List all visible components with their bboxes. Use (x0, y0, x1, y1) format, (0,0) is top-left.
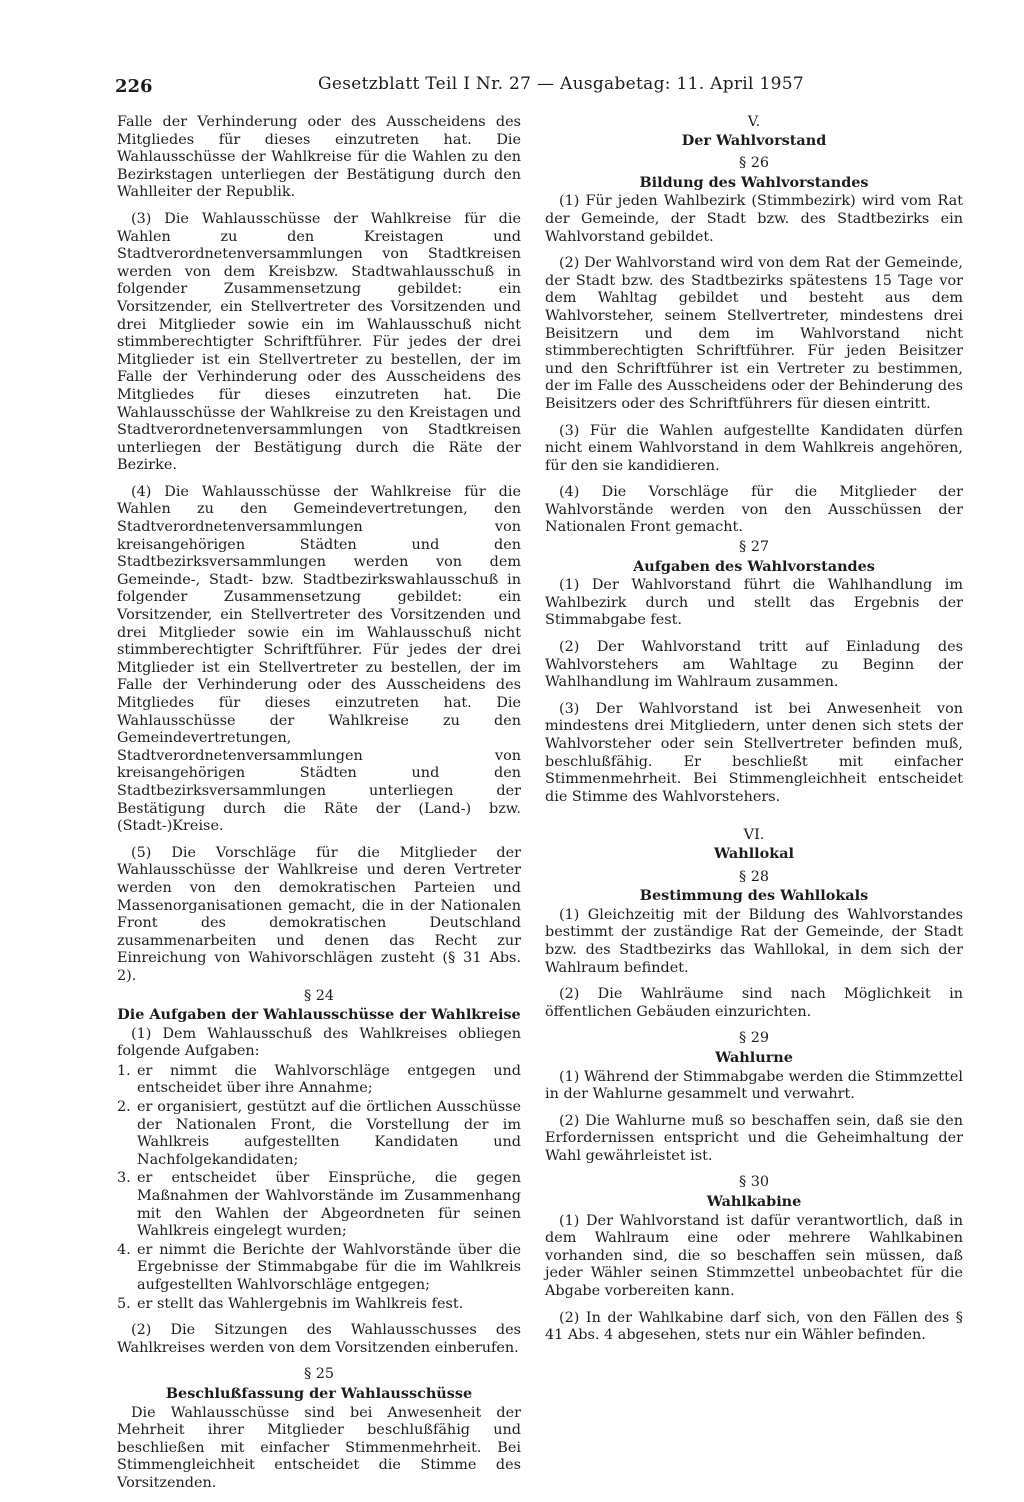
part-5-title: Der Wahlvorstand (681, 131, 827, 149)
part-6-number: VI. (743, 827, 765, 844)
section-29-title: Wahlurne (715, 1048, 793, 1066)
section-28-number: § 28 (738, 868, 770, 885)
section-29-paragraph-1: (1) Während der Stimmabgabe werden die Stimmzettel in der Wahlurne gesammelt und verwahrt. (545, 1068, 963, 1103)
section-28-paragraph-1: (1) Gleichzeitig mit der Bildung des Wahlvorstandes bestimmt der zuständige Rat der Gemeinde, der Stadt bzw. des Stadtbezirks das Wahllokal, in dem sich der Wahlraum befindet. (545, 906, 963, 976)
section-27-paragraph-3: (3) Der Wahlvorstand ist bei Anwesenheit von mindestens drei Mitgliedern, unter denen sich stets der Wahlvorsteher oder sein Stellvertreter befinden muß, beschlußfähig. Er beschließt mit einfacher Stimmenmehrheit. Bei Stimmengleichheit entscheidet die Stimme des Wahlvorstehers. (545, 700, 963, 805)
list-item: 1. er nimmt die Wahlvorschläge entgegen und entscheidet über ihre Annahme; (117, 1062, 521, 1097)
section-26-paragraph-3: (3) Für die Wahlen aufgestellte Kandidaten dürfen nicht einem Wahlvorstand in dem Wahlkreis angehören, für den sie kandidieren. (545, 422, 963, 474)
section-26-paragraph-1: (1) Für jeden Wahlbezirk (Stimmbezirk) wird vom Rat der Gemeinde, der Stadt bzw. des Stadtbezirks ein Wahlvorstand gebildet. (545, 193, 963, 245)
section-24-number: § 24 (303, 987, 335, 1004)
list-item: 2. er organisiert, gestützt auf die örtlichen Ausschüsse der Nationalen Front, die Vorstellung der im Wahlkreis aufgestellten Kandidaten und Nachfolgekandidaten; (117, 1099, 521, 1168)
section-28-title: Bestimmung des Wahllokals (639, 887, 869, 905)
section-26-paragraph-4: (4) Die Vorschläge für die Mitglieder der Wahlvorstände werden von den Ausschüssen der Nationalen Front gemacht. (545, 484, 963, 536)
part-6-title: Wahllokal (714, 844, 794, 862)
section-29-number: § 29 (738, 1030, 770, 1047)
page-number: 226 (115, 76, 153, 97)
right-column (545, 114, 963, 1354)
section-29-paragraph-2: (2) Die Wahlurne muß so beschaffen sein, daß sie den Erfordernissen entspricht und die Geheimhaltung der Wahl gewährleistet ist. (545, 1112, 963, 1164)
list-item: 5. er stellt das Wahlergebnis im Wahlkreis fest. (117, 1295, 464, 1312)
left-column (117, 114, 521, 1502)
paragraph-continued: Falle der Verhinderung oder des Ausscheidens des Mitgliedes für dieses einzutreten hat. Die Wahlausschüsse der Wahlkreise für die Wahlen zu den Bezirkstagen unterliegen der Bestätigung durch den Wahlleiter der Republik. (117, 114, 521, 201)
section-27-title: Aufgaben des Wahlvorstandes (633, 557, 875, 575)
header-title: Gesetzblatt Teil I Nr. 27 — Ausgabetag: 11. April 1957 (318, 74, 804, 94)
section-24-paragraph-2: (2) Die Sitzungen des Wahlausschusses des Wahlkreises werden von dem Vorsitzenden einberufen. (117, 1322, 521, 1356)
section-30-paragraph-1: (1) Der Wahlvorstand ist dafür verantwortlich, daß in dem Wahlraum eine oder mehrere Wahlkabinen vorhanden sind, die so beschaffen sein müssen, daß jeder Wähler seinen Stimmzettel unbeobachtet für die Abgabe vorbereiten kann. (545, 1212, 963, 1300)
section-27-number: § 27 (738, 539, 770, 556)
list-item: 4. er nimmt die Berichte der Wahlvorstände über die Ergebnisse der Stimmabgabe für die im Wahlkreis aufgestellten Wahlvorschläge entgegen; (117, 1241, 521, 1293)
paragraph-3: (3) Die Wahlausschüsse der Wahlkreise für die Wahlen zu den Kreistagen und Stadtverordnetenversammlungen von Stadtkreisen werden von dem Kreisbzw. Stadtwahlausschuß in folgender Zusammensetzung gebildet: ein Vorsitzender, ein Stellvertreter des Vorsitzenden und drei Mitglieder sowie ein im Wahlausschuß nicht stimmberechtigter Schriftführer. Für jedes der drei Mitglieder ist ein Stellvertreter zu bestellen, der im Falle der Verhinderung oder des Ausscheidens des Mitgliedes für dieses einzutreten hat. Die Wahlausschüsse der Wahlkreise zu den Kreistagen und Stadtverordnetenversammlungen von Stadtkreisen unterliegen der Bestätigung durch die Räte der Bezirke. (117, 210, 521, 474)
section-25-number: § 25 (303, 1366, 335, 1383)
list-item: 3. er entscheidet über Einsprüche, die gegen Maßnahmen der Wahlvorstände im Zusammenhang mit den Wahlen der Abgeordneten für seinen Wahlkreis eingelegt wurden; (117, 1170, 521, 1240)
section-30-title: Wahlkabine (706, 1193, 802, 1211)
section-26-paragraph-2: (2) Der Wahlvorstand wird von dem Rat der Gemeinde, der Stadt bzw. des Stadtbezirks spätestens 15 Tage vor dem Wahltag gebildet und besteht aus dem Wahlvorsteher, seinem Stellvertreter, mindestens drei Beisitzern und dem im Wahlvorstand nicht stimmberechtigten Schriftführer. Für jeden Beisitzer und den Schriftführer ist ein Vertreter zu bestimmen, der im Falle des Ausscheidens oder der Behinderung des Beisitzers oder des Schriftführers für diesen eintritt. (545, 255, 963, 412)
section-24-list (117, 1063, 521, 1313)
section-26-number: § 26 (738, 155, 770, 172)
section-28-paragraph-2: (2) Die Wahlräume sind nach Möglichkeit in öffentlichen Gebäuden einzurichten. (545, 986, 963, 1020)
section-30-number: § 30 (738, 1174, 770, 1191)
section-25-paragraph: Die Wahlausschüsse sind bei Anwesenheit der Mehrheit ihrer Mitglieder beschlußfähig und beschließen mit einfacher Stimmenmehrheit. Bei Stimmengleichheit entscheidet die Stimme des Vorsitzenden. (117, 1404, 521, 1491)
section-27-paragraph-2: (2) Der Wahlvorstand tritt auf Einladung des Wahlvorstehers am Wahltage zu Beginn der Wahlhandlung im Wahlraum zusammen. (545, 639, 963, 691)
section-26-title: Bildung des Wahlvorstandes (639, 173, 869, 191)
section-24-paragraph-1: (1) Dem Wahlausschuß des Wahlkreises obliegen folgende Aufgaben: (117, 1025, 521, 1060)
section-27-paragraph-1: (1) Der Wahlvorstand führt die Wahlhandlung im Wahlbezirk durch und stellt das Ergebnis der Stimmabgabe fest. (545, 577, 963, 629)
paragraph-4: (4) Die Wahlausschüsse der Wahlkreise für die Wahlen zu den Gemeindevertretungen, den Stadtverordnetenversammlungen von kreisangehörigen Städten und den Stadtbezirksversammlungen werden von dem Gemeinde-, Stadt- bzw. Stadtbezirkswahlausschuß in folgender Zusammensetzung gebildet: ein Vorsitzender, ein Stellvertreter des Vorsitzenden und drei Mitglieder sowie ein im Wahlausschuß nicht stimmberechtigter Schriftführer. Für jedes der drei Mitglieder ist ein Stellvertreter zu bestellen, der im Falle der Verhinderung oder des Ausscheidens des Mitgliedes für dieses einzutreten hat. Die Wahlausschüsse der Wahlkreise zu den Gemeindevertretungen, Stadtverordnetenversammlungen von kreisangehörigen Städten und den Stadtbezirksversammlungen unterliegen der Bestätigung durch die Räte der (Land-) bzw. (Stadt-)Kreise. (117, 483, 521, 835)
paragraph-5: (5) Die Vorschläge für die Mitglieder der Wahlausschüsse der Wahlkreise und deren Vertreter werden von den demokratischen Parteien und Massenorganisationen gemacht, die in der Nationalen Front des demokratischen Deutschland zusammenarbeiten und denen das Recht zur Einreichung von Wahivorschlägen zusteht (§ 31 Abs. 2). (117, 844, 521, 984)
section-30-paragraph-2: (2) In der Wahlkabine darf sich, von den Fällen des § 41 Abs. 4 abgesehen, stets nur ein Wähler befinden. (545, 1309, 963, 1344)
section-25-title: Beschlußfassung der Wahlausschüsse (165, 1384, 473, 1402)
part-5-number: V. (747, 114, 761, 130)
section-24-title: Die Aufgaben der Wahlausschüsse der Wahlkreise (117, 1006, 521, 1024)
